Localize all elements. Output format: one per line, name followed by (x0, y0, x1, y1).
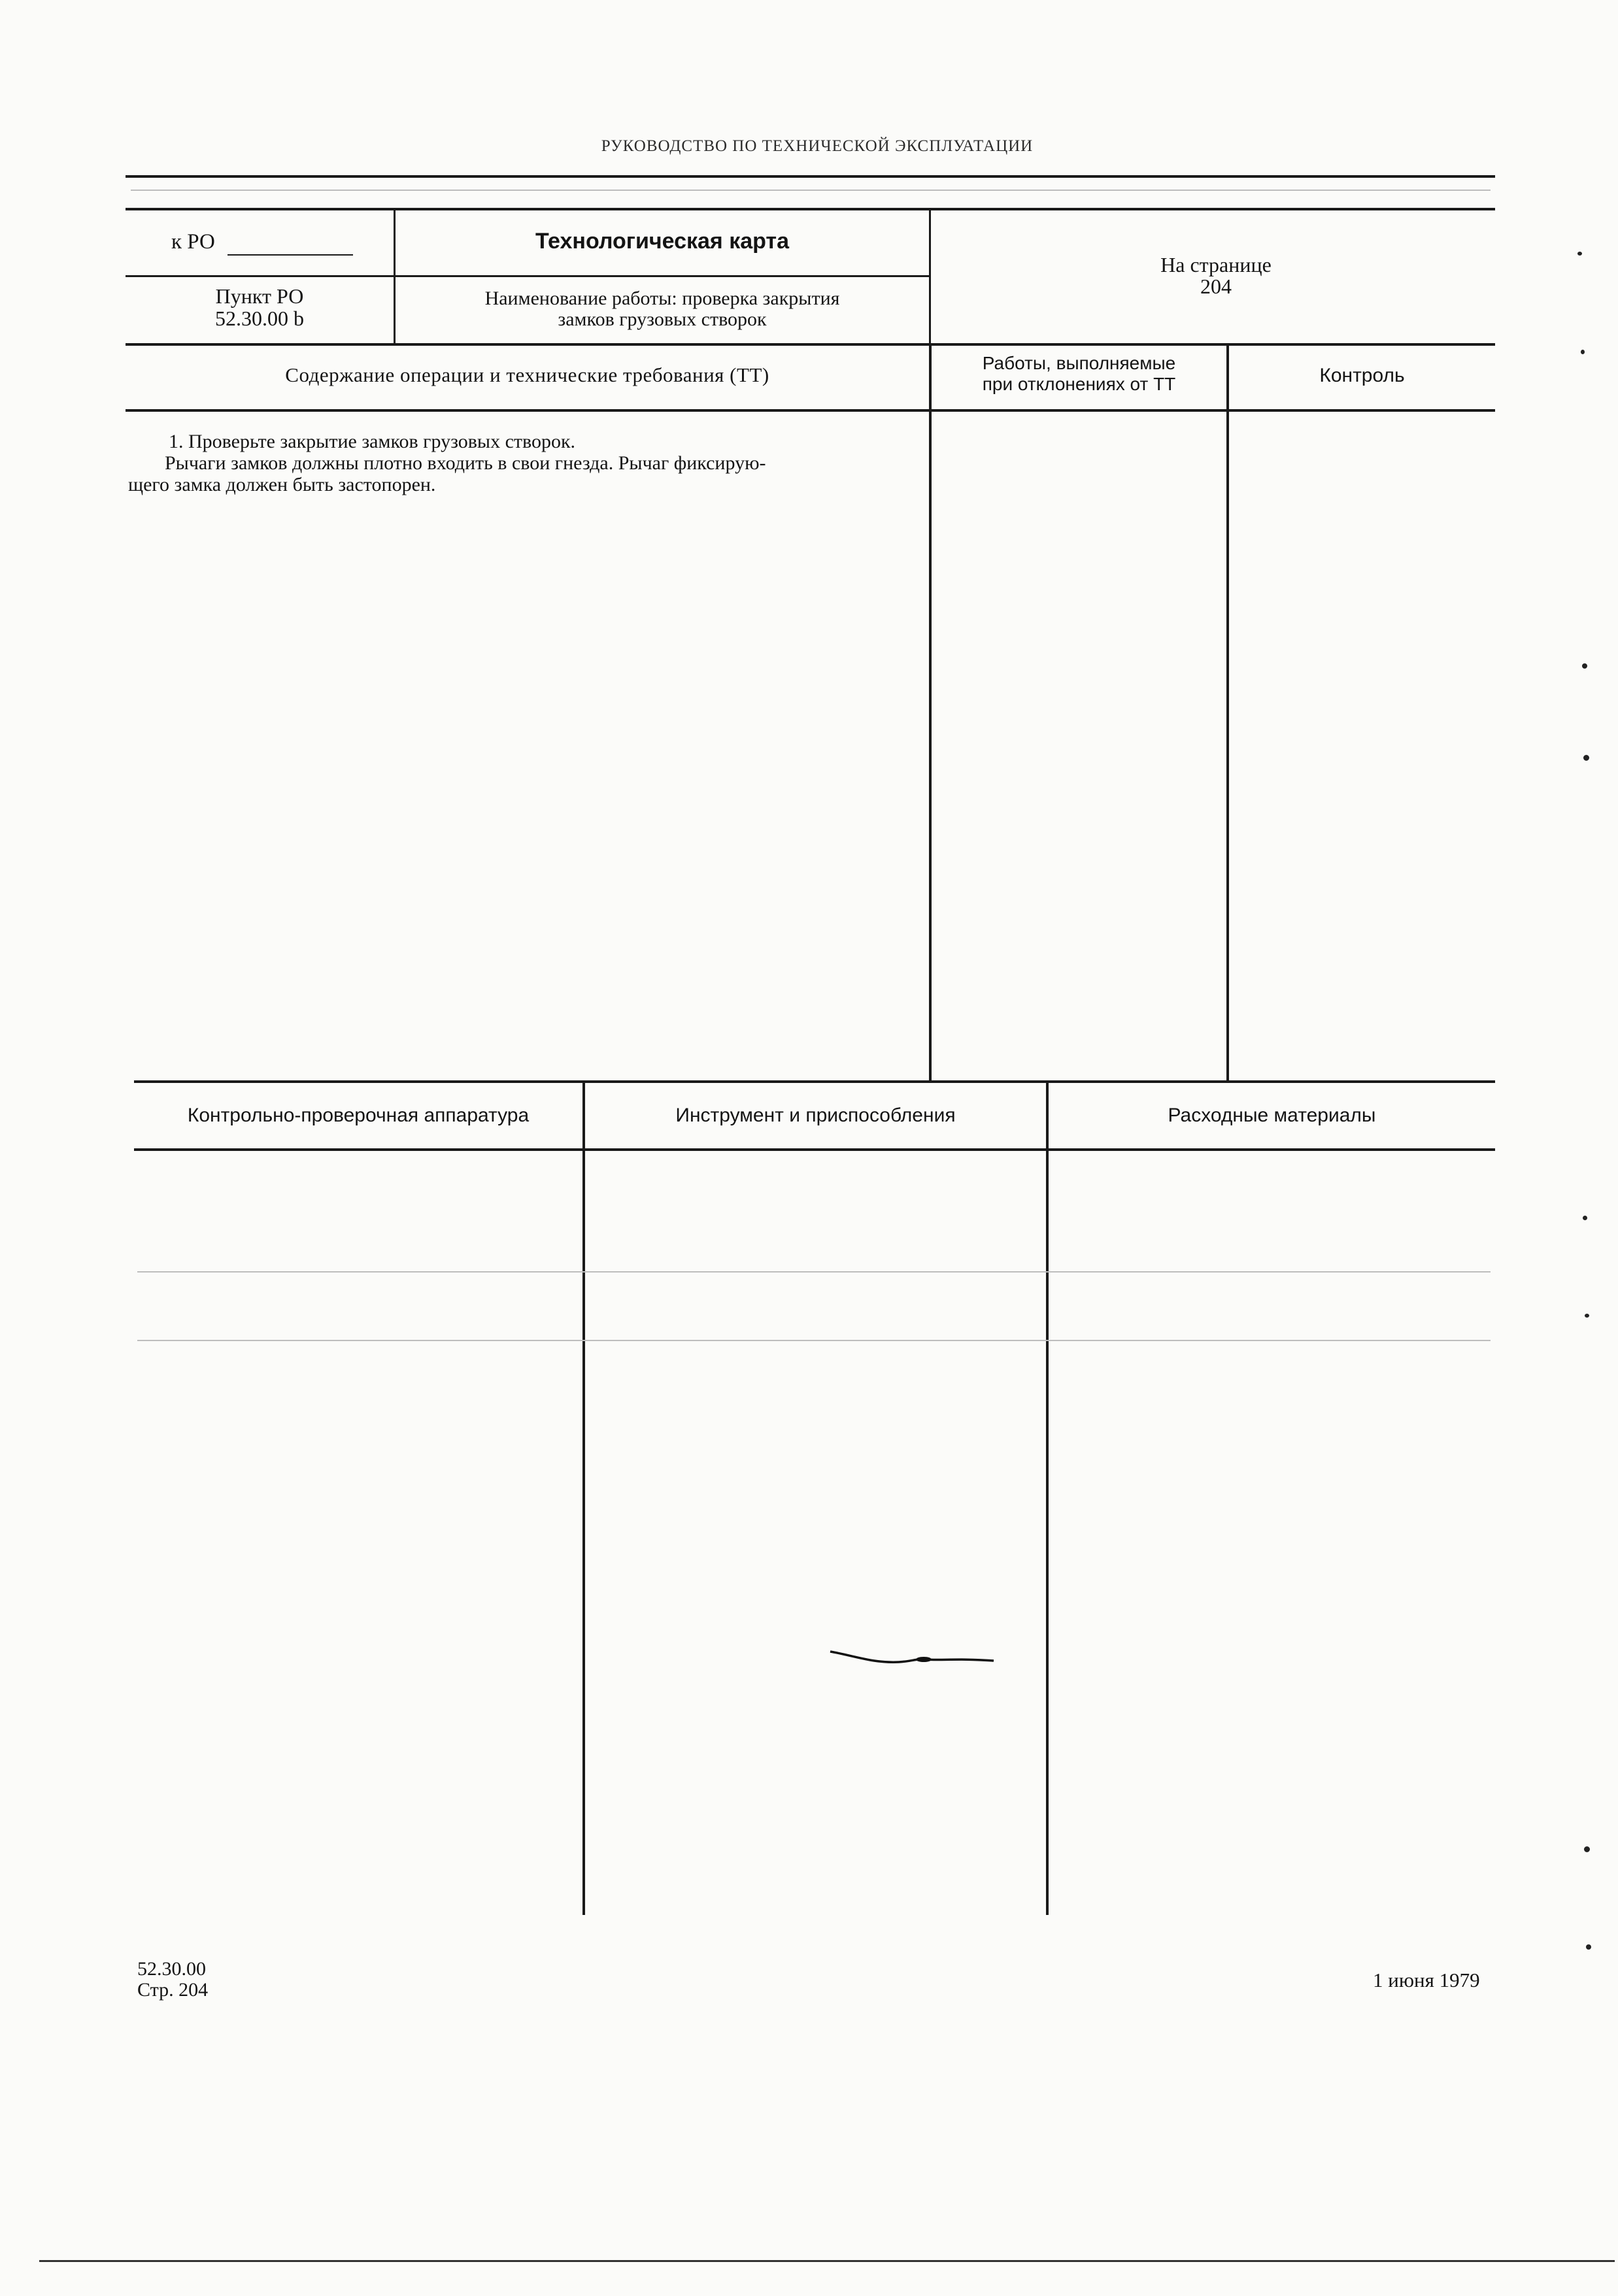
ref-blank-line (228, 254, 353, 256)
resources-divider-2 (1046, 1082, 1049, 1915)
materials-header: Расходные материалы (1168, 1105, 1376, 1126)
pen-stroke-mark (827, 1644, 1000, 1670)
card-divider-right (929, 208, 931, 345)
card-bottom-border (126, 343, 1495, 346)
footer-page-ref: Стр. 204 (137, 1979, 209, 2001)
card-mid-border (126, 275, 931, 277)
header-rule-top (126, 175, 1495, 178)
scan-speck (1583, 1216, 1587, 1220)
scan-speck (1577, 252, 1582, 256)
scan-speck (1585, 1314, 1589, 1318)
column-divider-1 (929, 345, 932, 1082)
footer-date: 1 июня 1979 (1373, 1969, 1480, 1991)
page-label: На странице (1160, 253, 1272, 276)
scan-speck (1584, 1846, 1590, 1852)
bleed-line-1 (137, 1271, 1491, 1273)
scan-speck (1582, 663, 1587, 669)
scan-speck (1586, 1944, 1591, 1950)
column-deviations-line2: при отклонениях от ТТ (982, 374, 1176, 394)
scan-speck (1583, 755, 1589, 761)
column-content-header: Содержание операции и технические требования (ТТ) (285, 363, 769, 386)
scan-edge-bottom (39, 2260, 1615, 2262)
resources-top-border (134, 1080, 1495, 1083)
resources-divider-1 (582, 1082, 585, 1915)
scan-speck (1581, 350, 1585, 354)
operation-step-1: 1. Проверьте закрытие замков грузовых створок. (169, 431, 576, 452)
operation-requirement-line2: щего замка должен быть застопорен. (128, 474, 436, 495)
column-control-header: Контроль (1319, 365, 1405, 386)
operation-requirement-line1: Рычаги замков должны плотно входить в свои гнезда. Рычаг фиксирую- (165, 452, 766, 474)
work-name-line1: Наименование работы: проверка закрытия (484, 288, 840, 309)
equipment-header: Контрольно-проверочная аппаратура (187, 1105, 530, 1126)
tools-header: Инструмент и приспособления (675, 1105, 956, 1126)
columns-header-bottom (126, 409, 1495, 412)
ref-label: к РО (171, 230, 215, 254)
page-value: 204 (1200, 275, 1232, 298)
footer-section-code: 52.30.00 (137, 1958, 206, 1980)
item-value: 52.30.00 b (215, 307, 304, 330)
card-top-border (126, 208, 1495, 210)
column-deviations-line1: Работы, выполняемые (982, 353, 1176, 373)
header-rule-faint (131, 190, 1491, 191)
running-title: РУКОВОДСТВО ПО ТЕХНИЧЕСКОЙ ЭКСПЛУАТАЦИИ (601, 137, 1034, 155)
work-name-line2: замков грузовых створок (558, 308, 767, 330)
resources-header-bottom (134, 1148, 1495, 1151)
item-label: Пункт РО (215, 284, 304, 308)
bleed-line-2 (137, 1340, 1491, 1341)
card-title: Технологическая карта (535, 229, 789, 254)
column-divider-2 (1226, 345, 1229, 1082)
